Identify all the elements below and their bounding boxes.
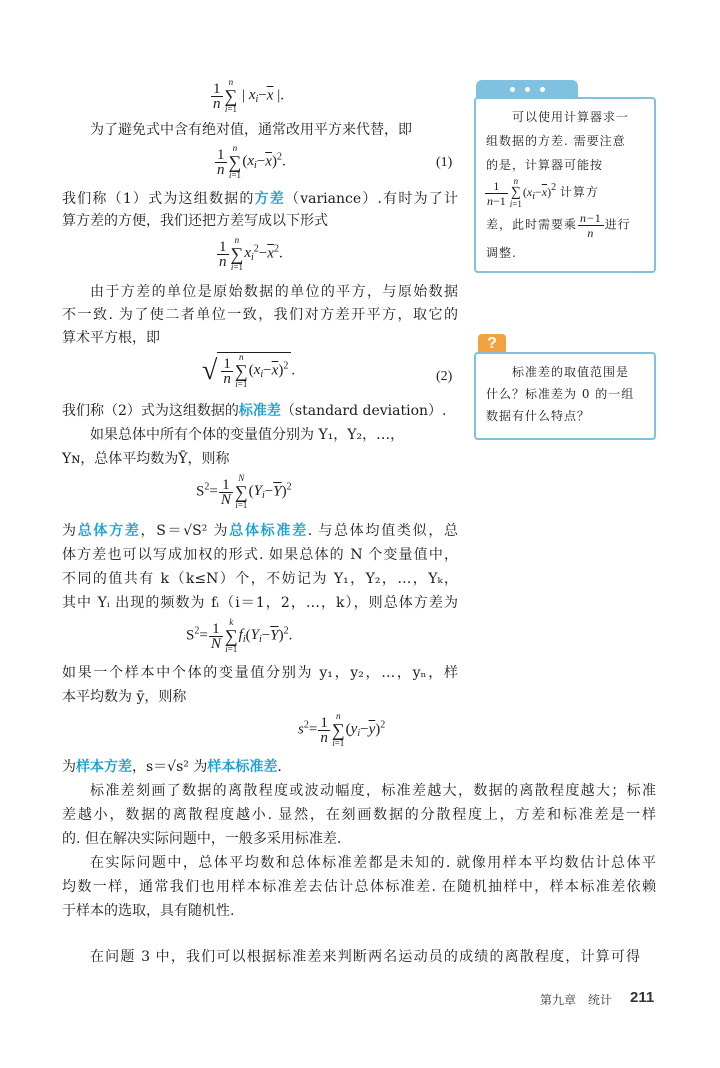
- formula-mean-absolute-deviation: $\frac{1}{n}$ n ∑ i=1 | $x_i-\overline{x}$ |.: [213, 77, 284, 114]
- paragraph-line: Yɴ，总体平均数为Ȳ，则称: [62, 451, 230, 467]
- term-standard-deviation: 标准差: [238, 403, 281, 419]
- paragraph-line: 为了避免式中含有绝对值，通常改用平方来代替，即: [90, 122, 412, 138]
- sidebar-note-line: $\frac{1}{n-1}$ n ∑ $i=1(x_i-\overline{x})^2$ 计算方: [484, 177, 599, 209]
- sidebar-note-tab: [476, 80, 578, 98]
- paragraph-line: 体方差也可以写成加权的形式. 如果总体的 N 个变量值中，: [62, 547, 458, 563]
- question-icon: ?: [478, 334, 506, 354]
- paragraph-line: 如果总体中所有个体的变量值分别为 Y₁，Y₂，…，: [90, 427, 405, 443]
- paragraph-line: 算术平方根，即: [62, 330, 160, 346]
- paragraph-line: 为样本方差，s＝√s² 为样本标准差.: [62, 759, 282, 775]
- paragraph-line: 不同的值共有 k（k≤N）个，不妨记为 Y₁，Y₂，…，Yₖ，: [62, 571, 458, 587]
- decorative-dot: [540, 87, 545, 92]
- equation-number-1: (1): [436, 155, 453, 170]
- page-number: 211: [630, 989, 655, 1006]
- paragraph-line: 由于方差的单位是原始数据的单位的平方，与原始数据: [90, 284, 458, 300]
- sidebar-note-line: 差，此时需要乘 $\frac{n-1}{n}$ 进行: [486, 211, 631, 240]
- formula-weighted-population-variance: $S^2=$ $\frac{1}{N}$ k ∑ $i=1f_i(Y_i-\overline{Y})^2$.: [186, 617, 293, 654]
- term-sample-sd: 样本标准差: [207, 759, 278, 775]
- formula-correction-factor: $\frac{n-1}{n}$: [580, 211, 602, 240]
- sidebar-question-line: 什么？标准差为 0 的一组: [486, 387, 635, 401]
- formula-standard-deviation: √ $\frac{1}{n}$ n ∑ $i=1(x_i-\overline{x})^2$ .: [202, 352, 296, 389]
- paragraph-line: 在问题 3 中，我们可以根据标准差来判断两名运动员的成绩的离散程度，计算可得: [90, 949, 640, 965]
- sidebar-question-box: [474, 352, 656, 440]
- sidebar-question-line: 数据有什么特点？: [486, 409, 591, 423]
- sidebar-question-line: 标准差的取值范围是: [512, 365, 630, 379]
- formula-variance-alt: $\frac{1}{n}$ n ∑ $i=1x_i^2-\overline{x}^2$.: [219, 235, 283, 272]
- paragraph-line: 均数一样，通常我们也用样本标准差去估计总体标准差. 在随机抽样中，样本标准差依赖: [62, 879, 656, 895]
- paragraph-line: 为总体方差，S＝√S² 为总体标准差. 与总体均值类似，总: [62, 523, 459, 539]
- sidebar-note-line: 调整.: [486, 246, 517, 260]
- sidebar-note-box: [474, 97, 656, 273]
- paragraph-line: 我们称（2）式为这组数据的标准差（standard deviation）.: [62, 403, 447, 419]
- sidebar-note-line: 可以使用计算器求一: [512, 110, 630, 124]
- formula-population-variance: $S^2=$ $\frac{1}{N}$ N ∑ $i=1(Y_i-\overline{Y})^2$: [196, 473, 292, 510]
- paragraph-line: 差越小，数据的离散程度越小. 显然，在刻画数据的分散程度上，方差和标准差是一样: [62, 807, 656, 823]
- formula-variance: $\frac{1}{n}$ n ∑ $i=1(x_i-\overline{x})^2$.: [217, 143, 286, 180]
- equation-number-2: (2): [436, 369, 453, 384]
- sidebar-note-line: 组数据的方差. 需要注意: [486, 134, 626, 148]
- paragraph-line: 于样本的选取，具有随机性.: [62, 903, 235, 919]
- paragraph-line: 算方差的方便，我们还把方差写成以下形式: [62, 213, 328, 229]
- paragraph-line: 本平均数为 ȳ，则称: [62, 689, 187, 705]
- footer-chapter: 第九章 统计: [540, 993, 613, 1007]
- sidebar-note-line: 的是，计算器可能按: [486, 158, 604, 172]
- term-population-variance: 总体方差: [77, 523, 141, 539]
- paragraph-line: 如果一个样本中个体的变量值分别为 y₁，y₂，…，yₙ，样: [62, 665, 458, 681]
- term-sample-variance: 样本方差: [76, 759, 132, 775]
- formula-sample-variance: $s^2=$ $\frac{1}{n}$ n ∑ $i=1(y_i-\overline{y})^2$: [298, 711, 386, 748]
- decorative-dot: [510, 87, 515, 92]
- formula-sample-variance-calc: $\frac{1}{n-1}$ n ∑ $i=1(x_i-\overline{x})^2$: [487, 176, 557, 209]
- term-population-sd: 总体标准差: [229, 523, 308, 539]
- paragraph-line: 的. 但在解决实际问题中，一般多采用标准差.: [62, 831, 342, 847]
- paragraph-line: 在实际问题中，总体平均数和总体标准差都是未知的. 就像用样本平均数估计总体平: [90, 855, 656, 871]
- decorative-dot: [525, 87, 530, 92]
- paragraph-line: 不一致. 为了使二者单位一致，我们对方差开平方，取它的: [62, 307, 458, 323]
- paragraph-line: 标准差刻画了数据的离散程度或波动幅度，标准差越大，数据的离散程度越大；标准: [90, 783, 656, 799]
- term-variance: 方差: [254, 191, 285, 207]
- paragraph-line: 我们称（1）式为这组数据的方差（variance）.有时为了计: [62, 191, 459, 207]
- paragraph-line: 其中 Yᵢ 出现的频数为 fᵢ（i＝1，2，…，k），则总体方差为: [62, 595, 458, 611]
